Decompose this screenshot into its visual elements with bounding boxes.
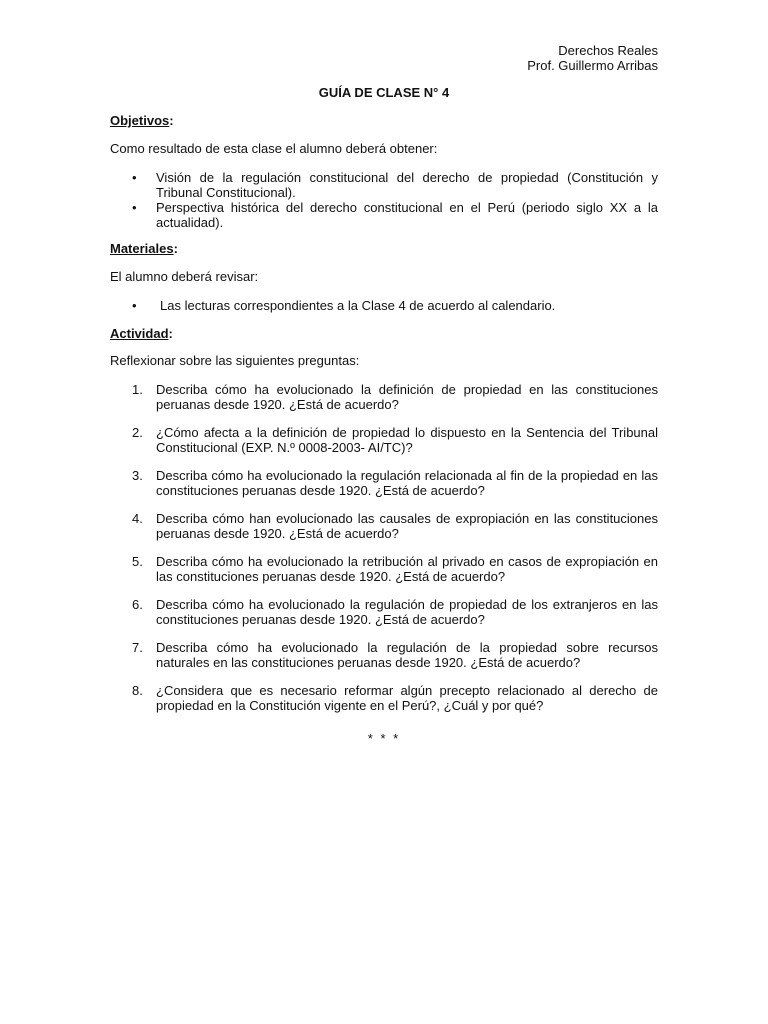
professor-name: Prof. Guillermo Arribas <box>527 58 658 73</box>
objetivos-intro: Como resultado de esta clase el alumno deberá obtener: <box>110 141 438 156</box>
question-item <box>110 597 658 627</box>
question-item <box>110 640 658 670</box>
section-objetivos <box>110 113 658 128</box>
question-number: 1. <box>132 382 143 397</box>
question-number: 6. <box>132 597 143 612</box>
actividad-intro: Reflexionar sobre las siguientes preguntas: <box>110 353 360 368</box>
materiales-intro: El alumno deberá revisar: <box>110 269 259 284</box>
objetivos-list-wrap <box>110 170 658 230</box>
materiales-list-wrap <box>110 298 658 313</box>
actividad-heading-text: Actividad <box>110 326 169 341</box>
list-item <box>110 170 658 200</box>
section-actividad <box>110 326 658 341</box>
question-item <box>110 468 658 498</box>
question-text: Describa cómo ha evolucionado la definición de propiedad en las constituciones peruanas desde 1920. ¿Está de acuerdo? <box>156 382 658 412</box>
section-materiales <box>110 241 658 256</box>
question-item <box>110 683 658 713</box>
actividad-heading: Actividad: <box>110 326 173 341</box>
objetivos-heading: Objetivos: <box>110 113 174 128</box>
list-item-text: Visión de la regulación constitucional del derecho de propiedad (Constitución y Tribunal Constitucional). <box>156 170 658 200</box>
list-item-text: Las lecturas correspondientes a la Clase 4 de acuerdo al calendario. <box>160 298 556 313</box>
materiales-heading: Materiales: <box>110 241 178 256</box>
question-number: 5. <box>132 554 143 569</box>
closing-stars: * * * <box>367 731 401 746</box>
question-number: 7. <box>132 640 143 655</box>
question-number: 4. <box>132 511 143 526</box>
questions-list <box>110 382 658 713</box>
materiales-list <box>110 298 658 313</box>
question-text: Describa cómo ha evolucionado la regulación de la propiedad sobre recursos naturales en las constituciones peruanas desde 1920. ¿Está de acuerdo? <box>156 640 658 670</box>
question-number: 3. <box>132 468 143 483</box>
materiales-heading-text: Materiales <box>110 241 174 256</box>
list-item <box>110 200 658 230</box>
objetivos-heading-text: Objetivos <box>110 113 170 128</box>
page-header <box>527 43 658 73</box>
question-item <box>110 382 658 412</box>
question-number: 2. <box>132 425 143 440</box>
bullet-icon: • <box>132 200 137 215</box>
question-text: Describa cómo ha evolucionado la regulación relacionada al fin de la propiedad en las constituciones peruanas desde 1920. ¿Está de acuerdo? <box>156 468 658 498</box>
questions-wrap <box>110 382 658 726</box>
course-name: Derechos Reales <box>558 43 658 58</box>
bullet-icon: • <box>132 170 137 185</box>
question-text: Describa cómo ha evolucionado la regulación de propiedad de los extranjeros en las constituciones peruanas desde 1920. ¿Está de acuerdo? <box>156 597 658 627</box>
question-text: Describa cómo han evolucionado las causales de expropiación en las constituciones peruanas desde 1920. ¿Está de acuerdo? <box>156 511 658 541</box>
question-text: Describa cómo ha evolucionado la retribución al privado en casos de expropiación en las constituciones peruanas desde 1920. ¿Está de acuerdo? <box>156 554 658 584</box>
list-item <box>110 298 658 313</box>
bullet-icon: • <box>132 298 137 313</box>
question-number: 8. <box>132 683 143 698</box>
question-item <box>110 425 658 455</box>
page-title: GUÍA DE CLASE N° 4 <box>318 85 450 100</box>
list-item-text: Perspectiva histórica del derecho constitucional en el Perú (periodo siglo XX a la actualidad). <box>156 200 658 230</box>
question-text: ¿Cómo afecta a la definición de propiedad lo dispuesto en la Sentencia del Tribunal Constitucional (EXP. N.º 0008-2003- AI/TC)? <box>156 425 658 455</box>
question-item <box>110 511 658 541</box>
question-text: ¿Considera que es necesario reformar algún precepto relacionado al derecho de propiedad en la Constitución vigente en el Perú?, ¿Cuál y por qué? <box>156 683 658 713</box>
objetivos-list <box>110 170 658 230</box>
question-item <box>110 554 658 584</box>
